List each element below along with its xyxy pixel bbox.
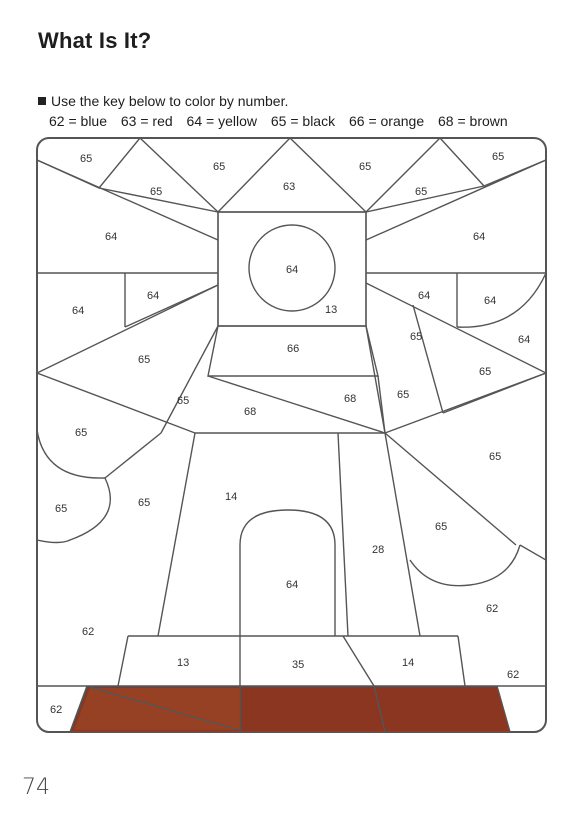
region-number: 62: [486, 603, 499, 615]
region-outlines: [37, 138, 546, 732]
instruction-text: Use the key below to color by number.: [51, 93, 289, 109]
region-number: 65: [410, 331, 423, 343]
region-number: 35: [292, 659, 305, 671]
region-number: 64: [518, 334, 531, 346]
region-number: 65: [435, 521, 448, 533]
region-number: 62: [507, 669, 520, 681]
region-number: 65: [138, 354, 151, 366]
key-62: 62 = blue: [49, 113, 107, 129]
base-platform-highlight: [74, 688, 240, 730]
key-65: 65 = black: [270, 113, 336, 129]
region-number: 66: [287, 343, 300, 355]
region-number: 64: [286, 579, 299, 591]
page-number: 74: [22, 775, 50, 800]
page-title: What Is It?: [38, 28, 152, 53]
region-number: 65: [177, 395, 190, 407]
region-number: 65: [138, 497, 151, 509]
region-number: 64: [418, 290, 431, 302]
region-number: 65: [359, 161, 372, 173]
region-number: 65: [415, 186, 428, 198]
region-number: 65: [479, 366, 492, 378]
region-number: 65: [150, 186, 163, 198]
region-number: 13: [325, 304, 338, 316]
region-number: 65: [397, 389, 410, 401]
key-68: 68 = brown: [438, 113, 508, 129]
region-number: 28: [372, 544, 385, 556]
region-number: 65: [75, 427, 88, 439]
region-number: 64: [484, 295, 497, 307]
region-number: 63: [283, 181, 296, 193]
region-number: 64: [473, 231, 486, 243]
key-64: 64 = yellow: [186, 113, 257, 129]
region-number: 68: [244, 406, 257, 418]
picture-frame: [37, 138, 546, 732]
region-number: 62: [82, 626, 95, 638]
region-number: 65: [489, 451, 502, 463]
region-number: 65: [55, 503, 68, 515]
region-number: 65: [213, 161, 226, 173]
region-number: 64: [72, 305, 85, 317]
region-number: 64: [147, 290, 160, 302]
region-number: 64: [286, 264, 299, 276]
region-number: 64: [105, 231, 118, 243]
region-number: 14: [225, 491, 238, 503]
region-number: 68: [344, 393, 357, 405]
region-number: 65: [492, 151, 505, 163]
region-number: 62: [50, 704, 63, 716]
region-number: 13: [177, 657, 190, 669]
key-66: 66 = orange: [348, 113, 425, 129]
region-number: 65: [80, 153, 93, 165]
region-number: 14: [402, 657, 415, 669]
key-63: 63 = red: [120, 113, 173, 129]
